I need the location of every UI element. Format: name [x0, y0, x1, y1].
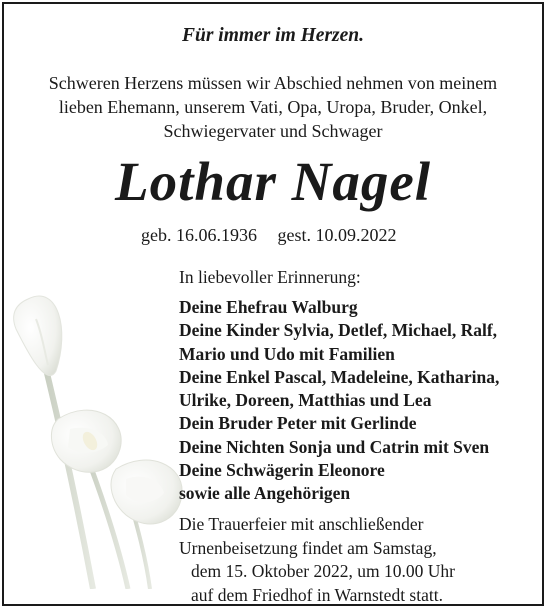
life-dates	[141, 225, 397, 246]
intro-line: Schweren Herzens müssen wir Abschied nehmen von meinem	[48, 73, 498, 93]
funeral-line: dem 15. Oktober 2022, um 10.00 Uhr	[191, 561, 455, 581]
mourner-line: Deine Ehefrau Walburg	[179, 297, 358, 317]
funeral-line: auf dem Friedhof in Warnstedt statt.	[191, 584, 443, 605]
death-date: gest. 10.09.2022	[277, 225, 397, 245]
funeral-line: Die Trauerfeier mit anschließender	[179, 514, 424, 534]
mourner-line: Deine Enkel Pascal, Madeleine, Katharina,	[179, 366, 500, 387]
mourner-line: Deine Schwägerin Eleonore	[179, 460, 385, 481]
obituary-notice	[2, 2, 544, 606]
headline: Für immer im Herzen.	[181, 25, 365, 46]
funeral-info	[179, 513, 455, 607]
memory-label: In liebevoller Erinnerung:	[179, 267, 361, 287]
funeral-line: Urnenbeisetzung findet am Samstag,	[179, 537, 437, 558]
mourners-list	[179, 296, 499, 506]
mourner-line: Dein Bruder Peter mit Gerlinde	[179, 413, 417, 434]
birth-date: geb. 16.06.1936	[141, 225, 257, 245]
mourner-line: Mario und Udo mit Familien	[179, 343, 395, 364]
intro-line: Schwiegervater und Schwager	[163, 121, 383, 141]
intro-line: lieben Ehemann, unserem Vati, Opa, Uropa, Bruder, Onkel,	[58, 97, 488, 117]
mourner-line: Ulrike, Doreen, Matthias und Lea	[179, 390, 432, 411]
mourner-line: Deine Kinder Sylvia, Detlef, Michael, Ralf,	[179, 320, 498, 341]
mourner-line: sowie alle Angehörigen	[179, 483, 351, 504]
deceased-name: Lothar Nagel	[114, 151, 432, 212]
mourner-line: Deine Nichten Sonja und Catrin mit Sven	[179, 436, 490, 457]
intro-text	[4, 71, 542, 143]
calla-lily-icon	[8, 279, 208, 589]
